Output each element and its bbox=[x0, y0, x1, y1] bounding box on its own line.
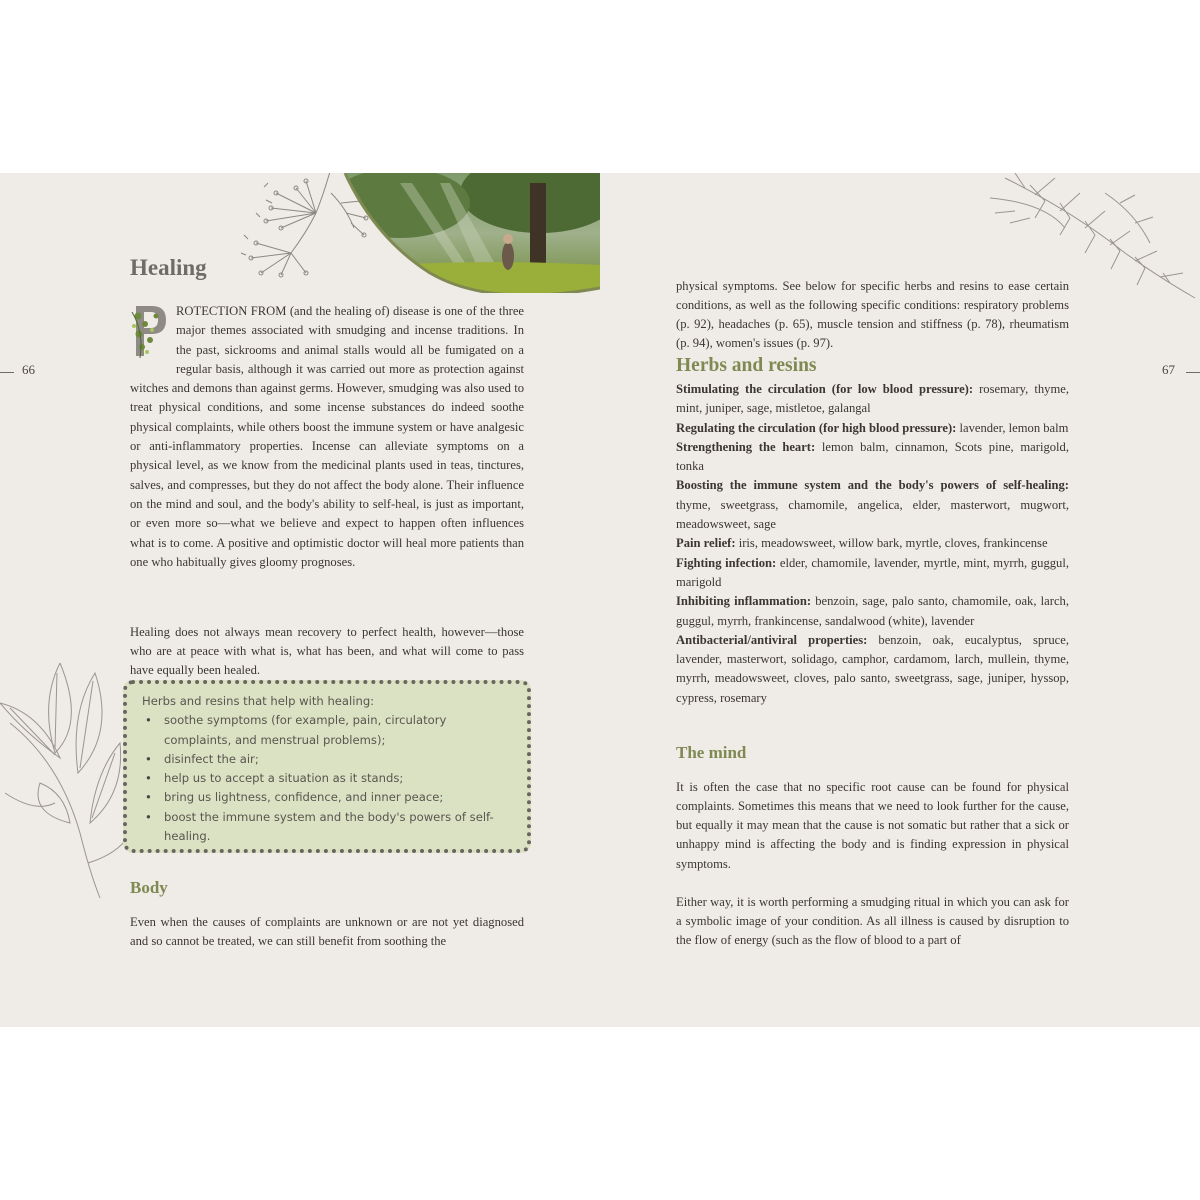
herb-text: benzoin, oak, eucalyptus, spruce, lavender, masterwort, solidago, camphor, cardamom, larch, mullein, thyme, myrrh, meadowsweet, cloves, palo santo, sweetgrass, sage, juniper, hyssop, cypress, rosemary bbox=[676, 632, 1069, 705]
list-item: • help us to accept a situation as it stands; bbox=[142, 769, 513, 788]
herb-term: Pain relief: bbox=[676, 536, 736, 551]
herb-term: Antibacterial/antiviral properties: bbox=[676, 632, 868, 647]
herb-entry bbox=[676, 534, 1069, 553]
mind-paragraph-1: It is often the case that no specific root cause can be found for physical complaints. Sometimes this means that we need to look further for the cause, but equally it may mean that the cause is not somatic but rather that a sick or unhappy mind is affecting the body and is finding expression in physical symptoms. bbox=[676, 779, 1069, 871]
herb-term: Fighting infection: bbox=[676, 555, 777, 570]
dropcap-p-illustrated bbox=[130, 302, 170, 360]
herb-entry bbox=[676, 554, 1069, 593]
herb-term: Regulating the circulation (for high blood pressure): bbox=[676, 420, 957, 435]
herb-entry bbox=[676, 476, 1069, 534]
herb-text: thyme, sweetgrass, chamomile, angelica, elder, masterwort, mugwort, meadowsweet, sage bbox=[676, 497, 1069, 532]
mind-heading: The mind bbox=[676, 743, 747, 762]
page-rule-right bbox=[1186, 372, 1200, 373]
herb-term: Inhibiting inflammation: bbox=[676, 594, 812, 609]
herbs-resins-heading: Herbs and resins bbox=[676, 355, 817, 376]
herbs-healing-callout bbox=[123, 680, 531, 853]
callout-list bbox=[142, 711, 513, 846]
body-paragraph: Even when the causes of complaints are unknown or are not yet diagnosed and so cannot be treated, we can still benefit from soothing the bbox=[130, 914, 524, 948]
herb-term: Stimulating the circulation (for low blood pressure): bbox=[676, 382, 974, 396]
herb-text: lemon balm, cinnamon, Scots pine, marigold, tonka bbox=[676, 439, 1069, 474]
page-title: Healing bbox=[130, 255, 207, 280]
herb-entry bbox=[676, 631, 1069, 708]
herb-term: Strengthening the heart: bbox=[676, 439, 816, 454]
continued-paragraph: physical symptoms. See below for specific herbs and resins to ease certain conditions, as well as the following specific conditions: respiratory problems (p. 92), headaches (p. 65), muscle tension and stiffness (p. 78), rheumatism (p. 94), women's issues (p. 97). bbox=[676, 278, 1069, 351]
list-item: • soothe symptoms (for example, pain, circulatory complaints, and menstrual problems); bbox=[142, 711, 513, 750]
mind-paragraph-2: Either way, it is worth performing a smudging ritual in which you can ask for a symbolic image of your condition. As all illness is caused by disruption to the flow of energy (such as the flow of blood to a part of bbox=[676, 894, 1069, 948]
intro-paragraph: ROTECTION FROM (and the healing of) disease is one of the three major themes associated with smudging and incense traditions. In the past, sickrooms and animal stalls would all be fumigated on a regular basis, although it was carried out more as protection against witches and demons than against germs. However, smudging was also used to treat physical conditions, and some incense substances do indeed soothe physical complaints, while others boost the immune system or have analgesic or anti-inflammatory properties. Incense can alleviate symptoms on a physical level, as we know from the medicinal plants used in teas, tinctures, salves, and compresses, but they do not affect the body alone. Their influence on the mind and soul, and the body's ability to self-heal, is just as important, or even more so—what we believe and expect to happen often influences what is to come. A positive and optimistic doctor will heal more patients than one who habitually gives gloomy prognoses. bbox=[130, 304, 524, 569]
page-rule-left bbox=[0, 372, 14, 373]
page-number-right: 67 bbox=[1162, 362, 1175, 377]
herb-entry bbox=[676, 592, 1069, 631]
list-item: • boost the immune system and the body's powers of self-healing. bbox=[142, 808, 513, 847]
body-heading: Body bbox=[130, 878, 168, 897]
herb-entry bbox=[676, 438, 1069, 477]
herb-text: elder, chamomile, lavender, myrtle, mint, myrrh, guggul, marigold bbox=[676, 555, 1069, 589]
callout-heading: Herbs and resins that help with healing: bbox=[142, 694, 375, 708]
herb-term: Boosting the immune system and the body's powers of self-healing: bbox=[676, 478, 1069, 493]
forest-meditation-photo bbox=[340, 173, 600, 293]
herb-text: rosemary, thyme, mint, juniper, sage, mistletoe, galangal bbox=[676, 382, 1069, 416]
herbs-list bbox=[676, 380, 1069, 708]
herb-text: benzoin, sage, palo santo, chamomile, oak, larch, guggul, myrrh, frankincense, sandalwood (white), lavender bbox=[676, 594, 1069, 628]
page-number-left: 66 bbox=[22, 362, 35, 377]
herb-entry bbox=[676, 380, 1069, 419]
herb-text: iris, meadowsweet, willow bark, myrtle, cloves, frankincense bbox=[735, 536, 1048, 551]
intro-section bbox=[130, 302, 524, 572]
second-paragraph: Healing does not always mean recovery to perfect health, however—those who are at peace with what is, what has been, and what will come to pass have equally been healed. bbox=[130, 624, 524, 678]
book-spread bbox=[0, 173, 1200, 1027]
list-item: • disinfect the air; bbox=[142, 750, 513, 769]
herb-entry bbox=[676, 419, 1069, 438]
herb-text: lavender, lemon balm bbox=[956, 420, 1069, 435]
list-item: • bring us lightness, confidence, and inner peace; bbox=[142, 788, 513, 807]
